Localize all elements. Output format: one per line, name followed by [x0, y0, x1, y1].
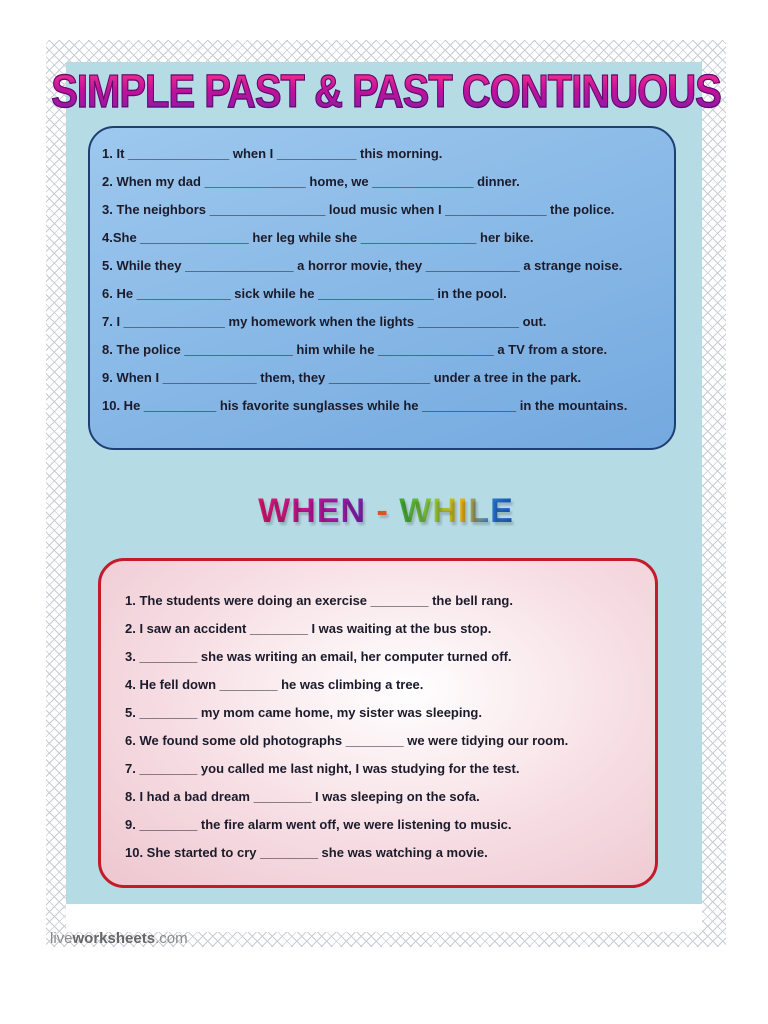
exercise-1-box	[88, 126, 676, 450]
exercise1-item-1: 1. It ______________ when I ___________ this morning.	[102, 146, 443, 161]
exercise1-item-7: 7. I ______________ my homework when the lights ______________ out.	[102, 314, 547, 329]
exercise1-item-2: 2. When my dad ______________ home, we ______________ dinner.	[102, 174, 520, 189]
exercise1-item-10: 10. He __________ his favorite sunglasses while he _____________ in the mountains.	[102, 398, 628, 413]
when-while-heading	[46, 492, 726, 531]
watermark-domain: .com	[155, 930, 188, 947]
exercise2-item-6: 6. We found some old photographs ________ we were tidying our room.	[125, 733, 569, 748]
exercise1-item-5: 5. While they _______________ a horror movie, they _____________ a strange noise.	[102, 258, 623, 273]
exercise-2-box	[98, 558, 658, 888]
exercise2-item-10: 10. She started to cry ________ she was watching a movie.	[125, 845, 488, 860]
exercise2-item-8: 8. I had a bad dream ________ I was sleeping on the sofa.	[125, 789, 480, 804]
heading-dash: -	[366, 492, 400, 530]
exercise2-item-7: 7. ________ you called me last night, I was studying for the test.	[125, 761, 520, 776]
site-watermark	[50, 930, 188, 947]
worksheet-title: SIMPLE PAST & PAST CONTINUOUS	[46, 67, 726, 119]
worksheet-frame	[46, 40, 726, 947]
heading-when: WHEN	[258, 492, 367, 530]
exercise1-item-4: 4.She _______________ her leg while she ________________ her bike.	[102, 230, 534, 245]
exercise1-item-8: 8. The police _______________ him while he ________________ a TV from a store.	[102, 342, 608, 357]
exercise2-item-2: 2. I saw an accident ________ I was waiting at the bus stop.	[125, 621, 492, 636]
exercise2-item-1: 1. The students were doing an exercise ________ the bell rang.	[125, 593, 513, 608]
heading-while: WHILE	[399, 492, 514, 530]
exercise2-item-4: 4. He fell down ________ he was climbing a tree.	[125, 677, 424, 692]
exercise1-item-9: 9. When I _____________ them, they ______________ under a tree in the park.	[102, 370, 582, 385]
exercise1-item-6: 6. He _____________ sick while he ________________ in the pool.	[102, 286, 507, 301]
watermark-live: live	[50, 930, 73, 947]
exercise2-item-5: 5. ________ my mom came home, my sister was sleeping.	[125, 705, 482, 720]
worksheet-bottom-strip	[66, 904, 702, 932]
exercise2-item-3: 3. ________ she was writing an email, her computer turned off.	[125, 649, 512, 664]
exercise1-item-3: 3. The neighbors ________________ loud music when I ______________ the police.	[102, 202, 615, 217]
exercise2-item-9: 9. ________ the fire alarm went off, we were listening to music.	[125, 817, 512, 832]
watermark-worksheets: worksheets	[72, 930, 156, 947]
